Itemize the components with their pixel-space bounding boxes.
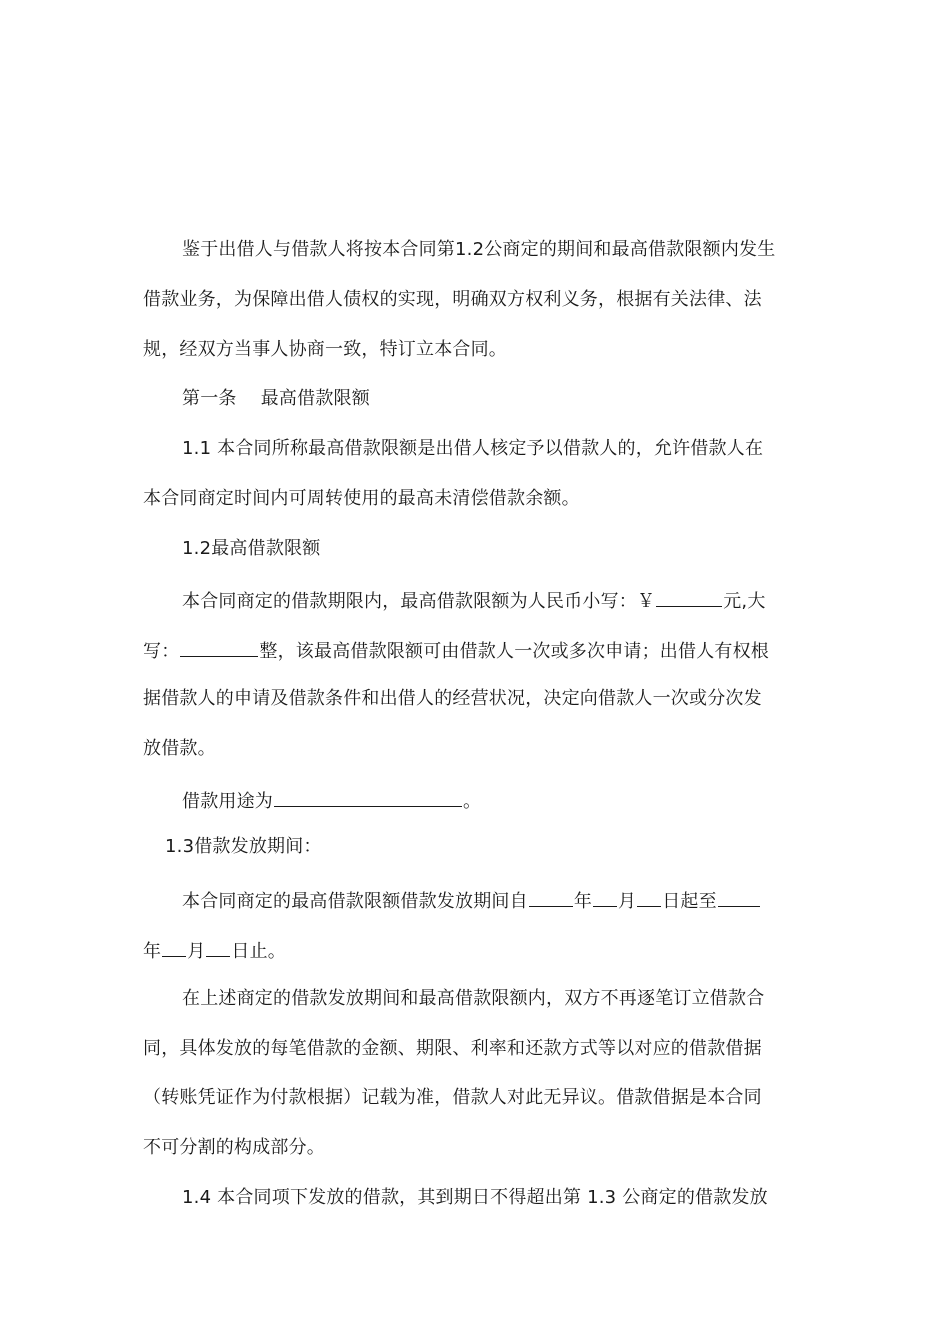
clause-1-2-amount-line-1 [182,586,766,615]
paragraph-issuance-line-2: 同，具体发放的每笔借款的金额、期限、利率和还款方式等以对应的借款借据 [143,1038,762,1059]
year-label: 年 [573,891,593,912]
period-to-day-blank[interactable] [206,936,230,957]
amount-text-d: 整，该最高借款限额可由借款人一次或多次申请；出借人有权根 [259,641,770,662]
purpose-label: 借款用途为 [182,791,273,812]
amount-number-blank[interactable] [656,586,722,607]
period-text: 本合同商定的最高借款限额借款发放期间自 [182,891,528,912]
purpose-blank[interactable] [274,786,462,807]
month-label-2: 月 [187,941,206,962]
clause-1-2-amount-line-2 [143,636,769,665]
clause-1-4-line-1: 1.4 本合同项下发放的借款，其到期日不得超出第 1.3 公商定的借款发放 [182,1187,768,1208]
period-line-1 [182,886,761,915]
month-label: 月 [618,891,637,912]
amount-words-blank[interactable] [180,636,258,657]
loan-purpose-line [182,786,481,815]
clause-1-2-amount-line-4: 放借款。 [143,738,216,759]
day-to-label: 日止。 [231,941,287,962]
paragraph-issuance-line-3: （转账凭证作为付款根据）记载为准，借款人对此无异议。借款借据是本合同 [143,1087,762,1108]
period-from-year-blank[interactable] [529,886,573,907]
clause-1-1-line-1: 1.1 本合同所称最高借款限额是出借人核定予以借款人的，允许借款人在 [182,438,764,459]
period-to-year-blank[interactable] [718,886,760,907]
year-label-2: 年 [143,941,162,962]
paragraph-issuance-line-1: 在上述商定的借款发放期间和最高借款限额内，双方不再逐笔订立借款合 [182,988,765,1009]
clause-1-2-heading: 1.2最高借款限额 [182,538,321,559]
article-1-heading: 第一条 最高借款限额 [182,388,370,409]
amount-text-a: 本合同商定的借款期限内，最高借款限额为人民币小写：￥ [182,591,656,612]
paragraph-intro-line-2: 借款业务，为保障出借人债权的实现，明确双方权利义务，根据有关法律、法 [143,289,762,310]
clause-1-2-amount-line-3: 据借款人的申请及借款条件和出借人的经营状况，决定向借款人一次或分次发 [143,688,762,709]
paragraph-intro-line-3: 规，经双方当事人协商一致，特订立本合同。 [143,339,507,360]
day-from-label: 日起至 [662,891,717,912]
period-from-day-blank[interactable] [637,886,661,907]
clause-1-3-heading: 1.3借款发放期间： [165,836,322,857]
period-line-2 [143,936,286,965]
clause-1-1-line-2: 本合同商定时间内可周转使用的最高未清偿借款余额。 [143,488,580,509]
period-to-month-blank[interactable] [162,936,186,957]
amount-text-b: 元,大 [723,591,766,612]
paragraph-issuance-line-4: 不可分割的构成部分。 [143,1137,325,1158]
period-from-month-blank[interactable] [593,886,617,907]
amount-text-c: 写： [143,641,180,662]
purpose-end: 。 [463,791,482,812]
paragraph-intro-line-1: 鉴于出借人与借款人将按本合同第1.2公商定的期间和最高借款限额内发生 [182,239,776,260]
